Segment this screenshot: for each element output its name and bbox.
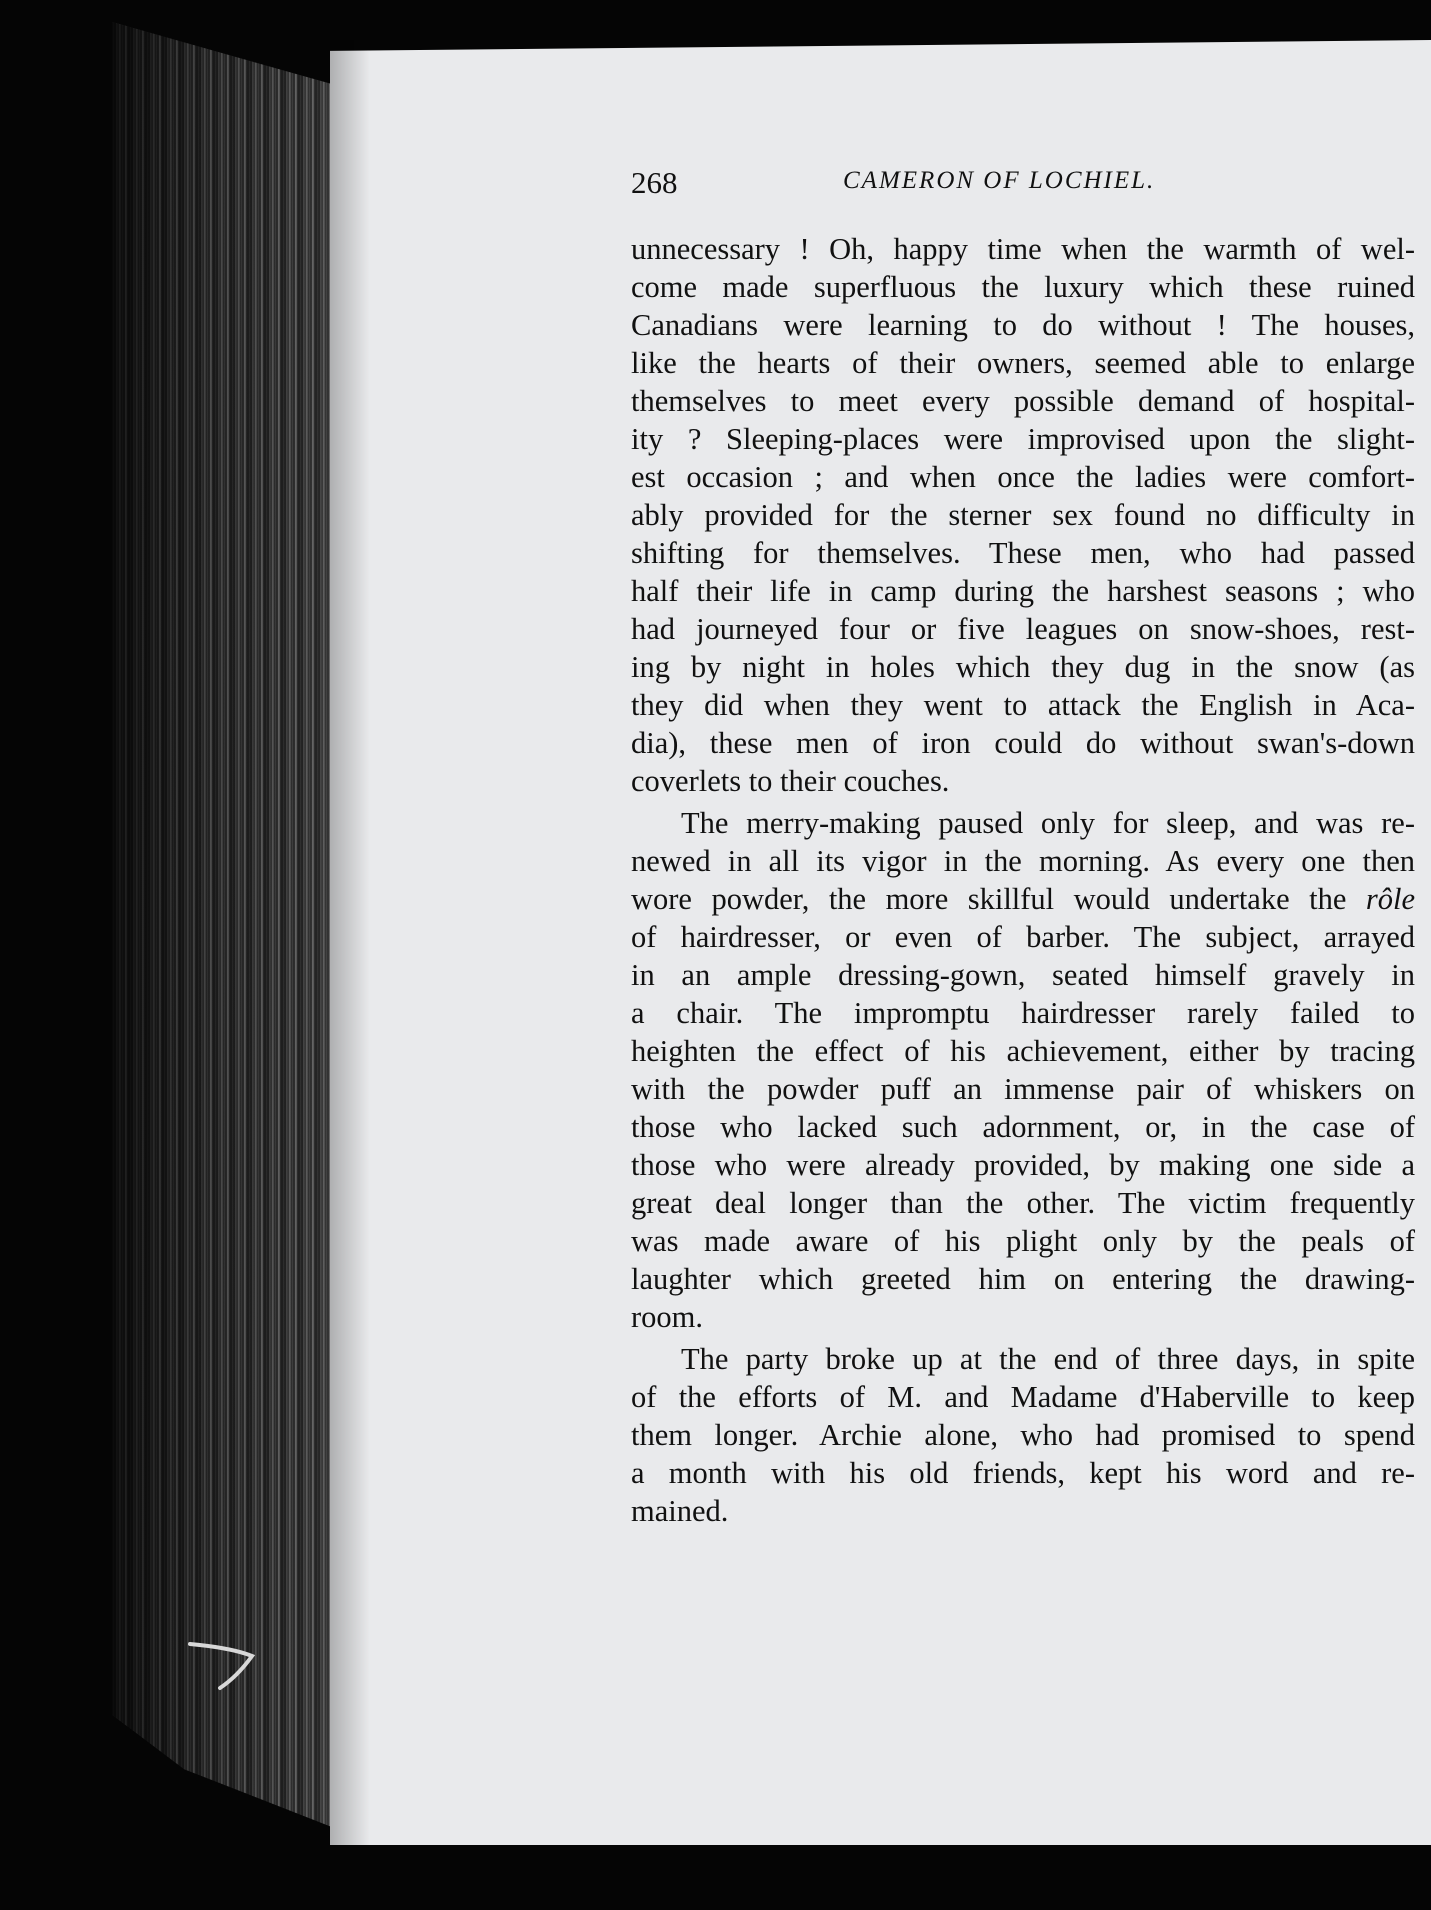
text-line: those who lacked such adornment, or, in the case of — [631, 1110, 1415, 1144]
text-line: The merry-making paused only for sleep, and was re- — [681, 806, 1415, 840]
paragraph — [631, 230, 1415, 800]
text-line — [631, 880, 1415, 918]
pencil-mark — [182, 1636, 262, 1696]
text-line: a chair. The impromptu hairdresser rarely failed to — [631, 996, 1415, 1030]
text-line: coverlets to their couches. — [631, 764, 950, 798]
text-line: they did when they went to attack the English in Aca- — [631, 688, 1415, 722]
text-line: The party broke up at the end of three days, in spite — [681, 1342, 1415, 1376]
text-line: shifting for themselves. These men, who had passed — [631, 536, 1415, 570]
text-line: mained. — [631, 1494, 729, 1528]
text-line: heighten the effect of his achievement, either by tracing — [631, 1034, 1415, 1068]
text-line: Canadians were learning to do without ! The houses, — [631, 308, 1415, 342]
body-text — [631, 230, 1415, 1530]
text-line: those who were already provided, by making one side a — [631, 1148, 1415, 1182]
italic-word: rôle — [1365, 882, 1416, 916]
text-line: dia), these men of iron could do without swan's-down — [631, 726, 1415, 760]
text-line: themselves to meet every possible demand of hospital- — [631, 384, 1415, 418]
text-line: in an ample dressing-gown, seated himself gravely in — [631, 958, 1415, 992]
text-line: a month with his old friends, kept his word and re- — [631, 1456, 1415, 1490]
page-number: 268 — [631, 165, 678, 200]
gutter-shadow — [330, 40, 370, 1845]
text-line: ably provided for the sterner sex found no difficulty in — [631, 498, 1415, 532]
running-head — [631, 165, 1216, 201]
text-line: laughter which greeted him on entering the drawing- — [631, 1262, 1415, 1296]
text-line: them longer. Archie alone, who had promised to spend — [631, 1418, 1415, 1452]
text-line: est occasion ; and when once the ladies were comfort- — [631, 460, 1415, 494]
paragraph — [631, 804, 1415, 1336]
paragraph — [631, 1340, 1415, 1530]
text-line: come made superfluous the luxury which these ruined — [631, 270, 1415, 304]
text-line: had journeyed four or five leagues on snow-shoes, rest- — [631, 612, 1415, 646]
text-line: unnecessary ! Oh, happy time when the warmth of wel- — [631, 232, 1415, 266]
text-line: of hairdresser, or even of barber. The subject, arrayed — [631, 920, 1415, 954]
running-title: CAMERON OF LOCHIEL. — [843, 167, 1156, 194]
text-line: was made aware of his plight only by the peals of — [631, 1224, 1415, 1258]
text-line-start: wore powder, the more skillful would undertake the — [631, 882, 1347, 916]
text-line: room. — [631, 1300, 704, 1334]
text-line: with the powder puff an immense pair of whiskers on — [631, 1072, 1415, 1106]
text-line: half their life in camp during the harshest seasons ; who — [631, 574, 1415, 608]
text-line: great deal longer than the other. The victim frequently — [631, 1186, 1415, 1220]
text-line: ing by night in holes which they dug in the snow (as — [631, 650, 1415, 684]
text-line: newed in all its vigor in the morning. As every one then — [631, 844, 1415, 878]
text-line: like the hearts of their owners, seemed able to enlarge — [631, 346, 1415, 380]
text-line: ity ? Sleeping-places were improvised upon the slight- — [631, 422, 1415, 456]
text-line: of the efforts of M. and Madame d'Haberville to keep — [631, 1380, 1415, 1414]
